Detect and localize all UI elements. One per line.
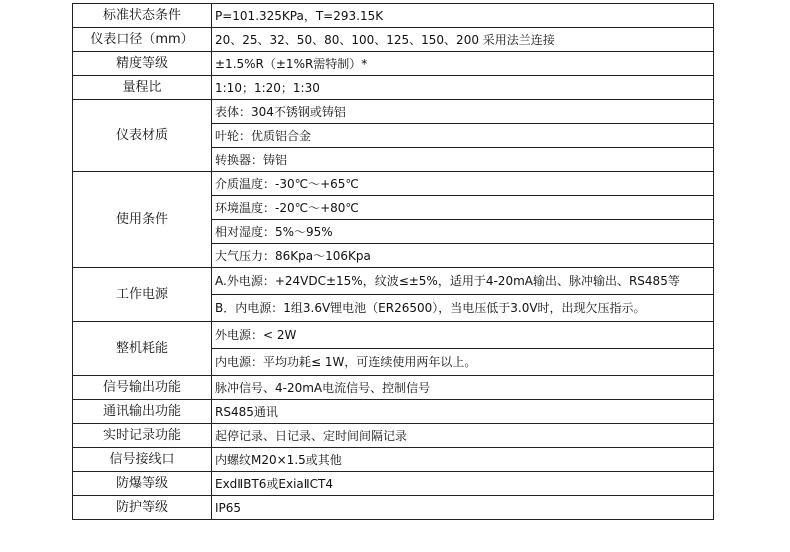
row-label: 标准状态条件 bbox=[73, 4, 212, 28]
table-row bbox=[73, 100, 714, 124]
table-row bbox=[73, 268, 714, 295]
row-value: 大气压力：86Kpa～106Kpa bbox=[212, 244, 714, 268]
row-value: 转换器：铸铝 bbox=[212, 148, 714, 172]
row-value: 表体：304不锈钢或铸铝 bbox=[212, 100, 714, 124]
row-value: IP65 bbox=[212, 496, 714, 520]
row-label: 仪表口径（mm） bbox=[73, 28, 212, 52]
table-row bbox=[73, 400, 714, 424]
row-value: 介质温度：-30℃～+65℃ bbox=[212, 172, 714, 196]
row-value: 1:10；1:20；1:30 bbox=[212, 76, 714, 100]
row-label: 防护等级 bbox=[73, 496, 212, 520]
spec-table bbox=[72, 3, 714, 520]
row-label: 通讯输出功能 bbox=[73, 400, 212, 424]
table-row bbox=[73, 172, 714, 196]
row-label: 防爆等级 bbox=[73, 472, 212, 496]
row-label: 仪表材质 bbox=[73, 100, 212, 172]
row-value: A.外电源：+24VDC±15%，纹波≤±5%，适用于4-20mA输出、脉冲输出、RS485等 bbox=[212, 268, 714, 295]
table-row bbox=[73, 472, 714, 496]
row-label: 工作电源 bbox=[73, 268, 212, 322]
row-value: P=101.325KPa，T=293.15K bbox=[212, 4, 714, 28]
row-value: RS485通讯 bbox=[212, 400, 714, 424]
table-row bbox=[73, 496, 714, 520]
row-label: 整机耗能 bbox=[73, 322, 212, 376]
table-row bbox=[73, 322, 714, 349]
row-value: 相对湿度：5%～95% bbox=[212, 220, 714, 244]
row-value: B．内电源：1组3.6V锂电池（ER26500），当电压低于3.0V时，出现欠压指示。 bbox=[212, 295, 714, 322]
row-value: 叶轮：优质铝合金 bbox=[212, 124, 714, 148]
row-value: 20、25、32、50、80、100、125、150、200 采用法兰连接 bbox=[212, 28, 714, 52]
row-label: 使用条件 bbox=[73, 172, 212, 268]
row-value: 起停记录、日记录、定时间间隔记录 bbox=[212, 424, 714, 448]
table-row bbox=[73, 376, 714, 400]
row-label: 精度等级 bbox=[73, 52, 212, 76]
row-value: 内电源：平均功耗≤ 1W，可连续使用两年以上。 bbox=[212, 349, 714, 376]
table-row bbox=[73, 4, 714, 28]
row-value: ±1.5%R（±1%R需特制）* bbox=[212, 52, 714, 76]
row-label: 量程比 bbox=[73, 76, 212, 100]
row-value: ExdⅡBT6或ExiaⅡCT4 bbox=[212, 472, 714, 496]
row-value: 外电源：< 2W bbox=[212, 322, 714, 349]
row-label: 实时记录功能 bbox=[73, 424, 212, 448]
table-row bbox=[73, 76, 714, 100]
table-row bbox=[73, 424, 714, 448]
table-row bbox=[73, 28, 714, 52]
row-label: 信号输出功能 bbox=[73, 376, 212, 400]
row-value: 内螺纹M20×1.5或其他 bbox=[212, 448, 714, 472]
row-value: 脉冲信号、4-20mA电流信号、控制信号 bbox=[212, 376, 714, 400]
row-label: 信号接线口 bbox=[73, 448, 212, 472]
table-row bbox=[73, 52, 714, 76]
table-row bbox=[73, 448, 714, 472]
row-value: 环境温度：-20℃～+80℃ bbox=[212, 196, 714, 220]
